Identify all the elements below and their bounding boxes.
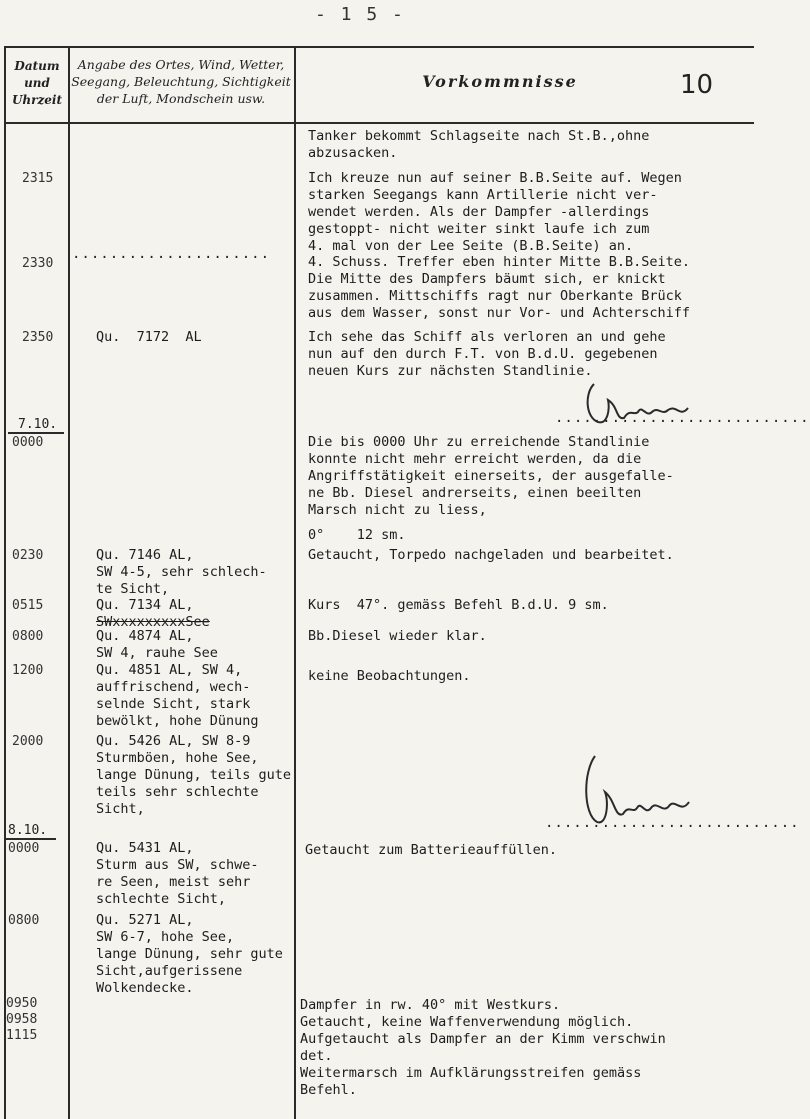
entry-text: Dampfer in rw. 40° mit Westkurs.: [300, 997, 561, 1013]
entry-time: 0800: [12, 629, 44, 644]
entry-date: 8.10.: [8, 823, 48, 838]
header-datum: Datum und Uhrzeit: [11, 59, 63, 107]
entry-place: Qu. 7146 AL, SW 4-5, sehr schlech- te Sicht,: [96, 547, 267, 597]
commander-signature: [580, 378, 710, 430]
entry-time: 0515: [12, 598, 44, 613]
page-number: - 1 5 -: [315, 4, 405, 25]
signature-dots: ...........................: [545, 815, 800, 831]
entry-time: 0230: [12, 548, 44, 563]
column-rule-2: [294, 46, 296, 1119]
entry-time: 0800: [8, 913, 40, 928]
left-margin-rule: [4, 46, 6, 1119]
entry-text: 4. Schuss. Treffer eben hinter Mitte B.B.Seite. Die Mitte des Dampfers bäumt sich, er knickt zusammen. Mittschiffs ragt nur Oberkante Brück aus dem Wasser, sonst nur Vor- und Achterschiff: [308, 254, 691, 321]
entry-time: 2330: [22, 256, 54, 271]
entry-place: Qu. 5271 AL, SW 6-7, hohe See, lange Dünung, sehr gute Sicht,aufgerissene Wolkendecke.: [96, 912, 283, 996]
commander-signature: [575, 752, 705, 832]
entry-date: 7.10.: [18, 417, 58, 432]
entry-time: 1200: [12, 663, 44, 678]
header-angabe: Angabe des Ortes, Wind, Wetter, Seegang, Beleuchtung, Sichtigkeit der Luft, Mondschein usw.: [71, 57, 291, 106]
entry-time: 0958: [6, 1012, 38, 1027]
entry-place: Qu. 4851 AL, SW 4, auffrischend, wech- selnde Sicht, stark bewölkt, hohe Dünung: [96, 662, 259, 729]
entry-text: keine Beobachtungen.: [308, 668, 471, 684]
entry-text: Ich sehe das Schiff als verloren an und gehe nun auf den durch F.T. von B.d.U. gegebenen neuen Kurs zur nächsten Standlinie.: [308, 329, 666, 379]
entry-time: 0000: [12, 435, 44, 450]
dotted-rule: .....................: [72, 246, 271, 262]
entry-place: Qu. 7134 AL, SWxxxxxxxxxSee: [96, 597, 210, 630]
header-vorkommnisse: Vorkommnisse: [422, 72, 578, 91]
entry-text: Aufgetaucht als Dampfer an der Kimm verschwin det. Weitermarsch im Aufklärungsstreifen gemäss Befehl.: [300, 1031, 666, 1098]
entry-time: 1115: [6, 1028, 38, 1043]
entry-text: Getaucht zum Batterieauffüllen.: [305, 842, 557, 858]
entry-text: Die bis 0000 Uhr zu erreichende Standlinie konnte nicht mehr erreicht werden, da die Angriffstätigkeit einerseits, der ausgefalle- ne Bb. Diesel andrerseits, einen beeilten Marsch nicht zu liess, 0° 12 sm.: [308, 434, 674, 543]
entry-text: Bb.Diesel wieder klar.: [308, 628, 487, 644]
sheet-number: 10: [680, 70, 714, 100]
entry-text: Ich kreuze nun auf seiner B.B.Seite auf. Wegen starken Seegangs kann Artillerie nicht ver- wendet werden. Als der Dampfer -allerdings gestoppt- nicht weiter sinkt laufe ich zum 4. mal von der Lee Seite (B.B.Seite) an.: [308, 170, 682, 254]
header-bottom-rule: [4, 122, 754, 124]
entry-place: Qu. 7172 AL: [96, 329, 202, 345]
entry-time: 0000: [8, 841, 40, 856]
entry-time: 0950: [6, 996, 38, 1011]
column-rule-1: [68, 46, 70, 1119]
entry-text: Kurs 47°. gemäss Befehl B.d.U. 9 sm.: [308, 597, 609, 613]
entry-place: Qu. 5431 AL, Sturm aus SW, schwe- re Seen, meist sehr schlechte Sicht,: [96, 840, 259, 907]
header-top-rule: [4, 46, 754, 48]
entry-text: Getaucht, keine Waffenverwendung möglich.: [300, 1014, 634, 1030]
entry-text: Getaucht, Torpedo nachgeladen und bearbeitet.: [308, 547, 674, 563]
entry-text: Tanker bekommt Schlagseite nach St.B.,ohne abzusacken.: [308, 128, 650, 161]
entry-place: Qu. 4874 AL, SW 4, rauhe See: [96, 628, 218, 661]
entry-time: 2315: [22, 171, 54, 186]
entry-time: 2000: [12, 734, 44, 749]
entry-time: 2350: [22, 330, 54, 345]
entry-place: Qu. 5426 AL, SW 8-9 Sturmböen, hohe See, lange Dünung, teils gute teils sehr schlechte Sicht,: [96, 733, 292, 817]
signature-dots: ...........................: [555, 410, 810, 426]
